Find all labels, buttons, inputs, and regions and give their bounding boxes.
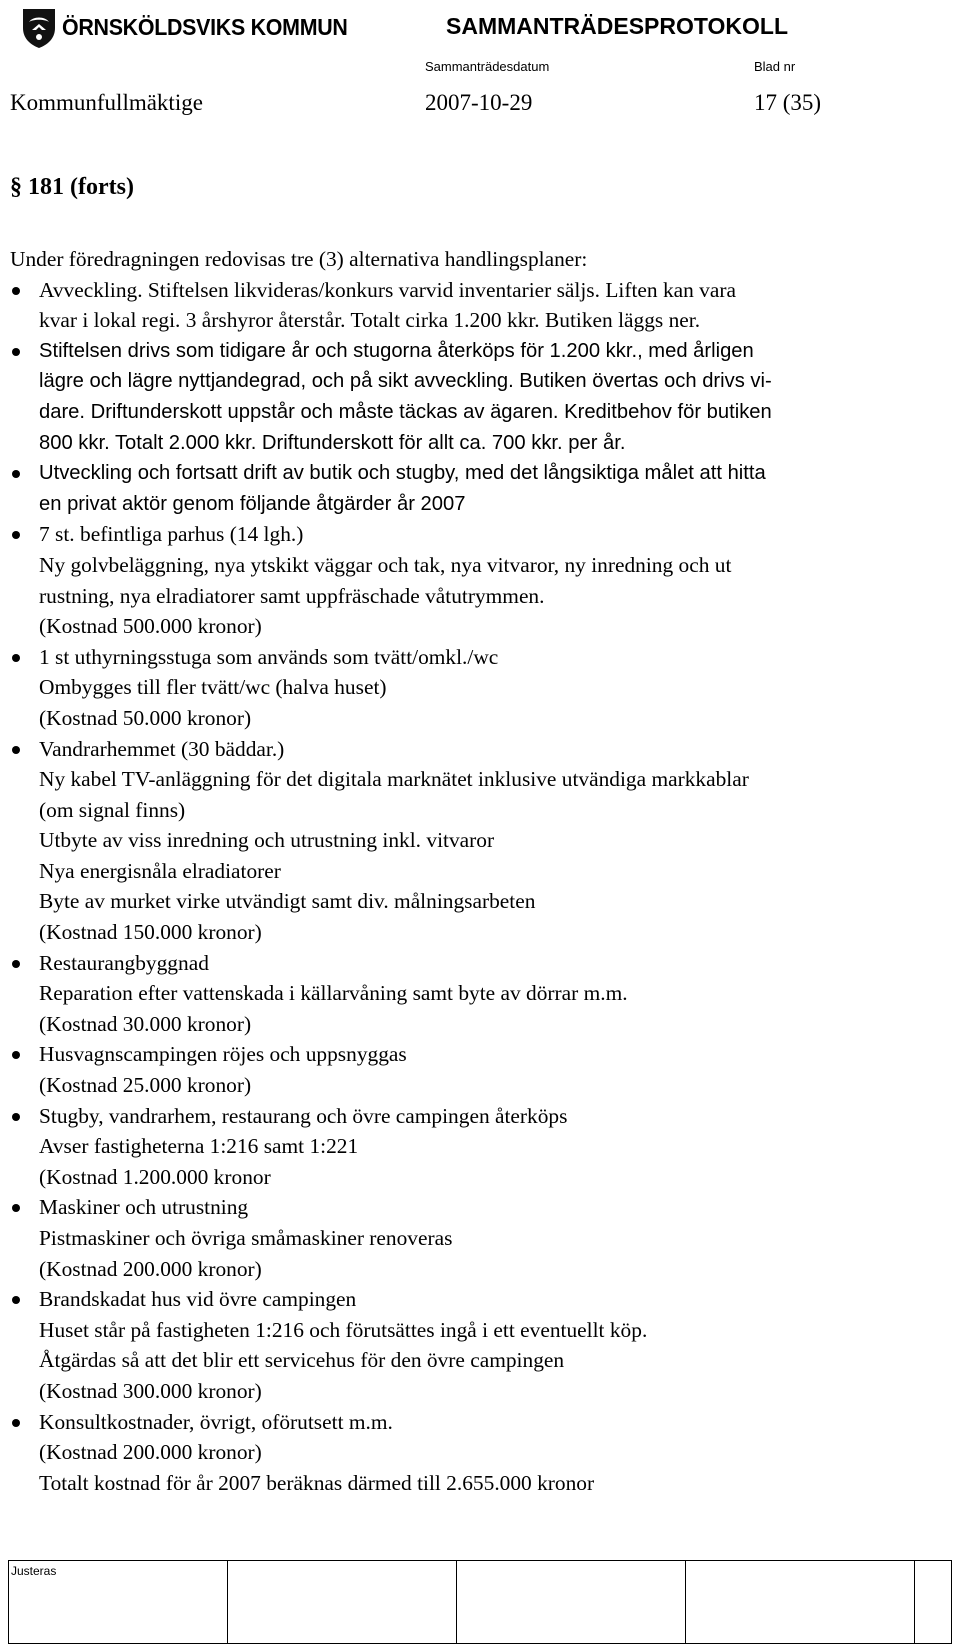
item-line: en privat aktör genom följande åtgärder år 2007 [39,492,466,515]
signature-cell [686,1561,915,1644]
measure-item [10,642,950,734]
measure-item [10,519,950,641]
bullet-icon [12,470,20,478]
bullet-icon [12,1296,20,1304]
item-line: Brandskadat hus vid övre campingen [39,1287,357,1312]
body-name: Kommunfullmäktige [10,90,203,115]
signature-cell [915,1561,952,1644]
bullet-icon [12,1419,20,1427]
item-line: Avveckling. Stiftelsen likvideras/konkurs varvid inventarier säljs. Liften kan vara [39,277,736,302]
item-line: 7 st. befintliga parhus (14 lgh.) [39,522,304,547]
item-line: 1 st uthyrningsstuga som används som tvätt/omkl./wc [39,644,499,669]
measure-item [10,1407,950,1468]
item-line: Nya energisnåla elradiatorer [39,858,281,883]
bullet-icon [12,654,20,662]
item-line: Utbyte av viss inredning och utrustning inkl. vitvaror [39,828,495,853]
item-line: Stiftelsen drivs som tidigare år och stugorna återköps för 1.200 kkr., med årligen [39,339,754,362]
item-line: Pistmaskiner och övriga småmaskiner renoveras [39,1226,453,1250]
alternative-item [10,458,950,519]
bullet-icon [12,1113,20,1121]
page-number: 17 (35) [754,90,822,115]
bullet-icon [12,348,20,356]
measure-item [10,1284,950,1406]
item-line: Huset står på fastigheten 1:216 och förutsättes ingå i ett eventuellt köp. [39,1317,648,1342]
item-line: dare. Driftunderskott uppstår och måste täckas av ägaren. Kreditbehov för butiken [39,400,772,423]
item-line: (Kostnad 200.000 kronor) [39,1440,262,1465]
item-line: Ny kabel TV-anläggning för det digitala marknätet inklusive utvändiga markkablar [39,767,749,792]
page-number-label: Blad nr [754,59,796,74]
bullet-icon [12,960,20,968]
item-line: Avser fastigheterna 1:216 samt 1:221 [39,1134,359,1159]
item-line: kvar i lokal regi. 3 årshyror återstår. Totalt cirka 1.200 kkr. Butiken läggs ner. [39,308,701,333]
item-line: Reparation efter vattenskada i källarvåning samt byte av dörrar m.m. [39,981,628,1006]
measure-item [10,734,950,948]
signature-cell [228,1561,457,1644]
item-line: lägre och lägre nyttjandegrad, och på sikt avveckling. Butiken övertas och drivs vi- [39,370,772,393]
justeras-cell [9,1561,228,1644]
meeting-date-label: Sammanträdesdatum [425,59,550,74]
meeting-date: 2007-10-29 [425,90,533,115]
bullet-icon [12,287,20,295]
measures-list [10,519,950,1467]
item-line: rustning, nya elradiatorer samt uppfräschade våtutrymmen. [39,583,545,608]
item-line: Åtgärdas så att det blir ett servicehus för den övre campingen [39,1348,565,1373]
alternative-item [10,336,950,458]
coat-of-arms-icon [20,6,58,50]
alternative-item [10,275,950,336]
item-line: Maskiner och utrustning [39,1195,249,1220]
justeras-label: Justeras [11,1564,57,1578]
measure-item [10,948,950,1040]
section-symbol: § [10,174,22,200]
item-line: Utveckling och fortsatt drift av butik och stugby, med det långsiktiga målet att hitta [39,462,766,485]
measure-item [10,1101,950,1193]
signature-table [8,1560,952,1644]
intro-paragraph: Under föredragningen redovisas tre (3) alternativa handlingsplaner: [10,247,588,271]
logo-text: ÖRNSKÖLDSVIKS KOMMUN [62,14,348,40]
section-heading [10,174,134,201]
item-line: (Kostnad 1.200.000 kronor [39,1164,271,1189]
item-line: Ny golvbeläggning, nya ytskikt väggar och tak, nya vitvaror, ny inredning och ut [39,552,732,577]
signature-cell [457,1561,686,1644]
item-line: Restaurangbyggnad [39,950,209,975]
item-line: (Kostnad 25.000 kronor) [39,1073,252,1098]
alternatives-list [10,275,950,520]
bullet-icon [12,1204,20,1212]
item-line: Byte av murket virke utvändigt samt div. målningsarbeten [39,889,536,914]
item-line: (Kostnad 500.000 kronor) [39,614,262,639]
section-title: 181 (forts) [28,174,134,200]
item-line: 800 kkr. Totalt 2.000 kkr. Driftunderskott för allt ca. 700 kkr. per år. [39,431,626,454]
item-line: (Kostnad 30.000 kronor) [39,1011,252,1036]
bullet-icon [12,531,20,539]
item-line: Ombygges till fler tvätt/wc (halva huset) [39,675,387,700]
item-line: Husvagnscampingen röjes och uppsnyggas [39,1042,407,1067]
bullet-icon [12,746,20,754]
item-line: Stugby, vandrarhem, restaurang och övre campingen återköps [39,1103,568,1128]
total-cost-line: Totalt kostnad för år 2007 beräknas därmed till 2.655.000 kronor [39,1470,595,1495]
item-line: (Kostnad 150.000 kronor) [39,920,262,945]
document-type-title: SAMMANTRÄDESPROTOKOLL [446,13,789,39]
item-line: (Kostnad 200.000 kronor) [39,1256,262,1281]
measure-item [10,1192,950,1284]
item-line: Konsultkostnader, övrigt, oförutsett m.m. [39,1409,393,1434]
item-line: Vandrarhemmet (30 bäddar.) [39,736,285,761]
bullet-icon [12,1051,20,1059]
municipality-logo [20,6,348,50]
measure-item [10,1039,950,1100]
item-line: (Kostnad 300.000 kronor) [39,1378,262,1403]
item-line: (om signal finns) [39,797,186,822]
item-line: (Kostnad 50.000 kronor) [39,705,252,730]
document-body [10,244,950,1498]
